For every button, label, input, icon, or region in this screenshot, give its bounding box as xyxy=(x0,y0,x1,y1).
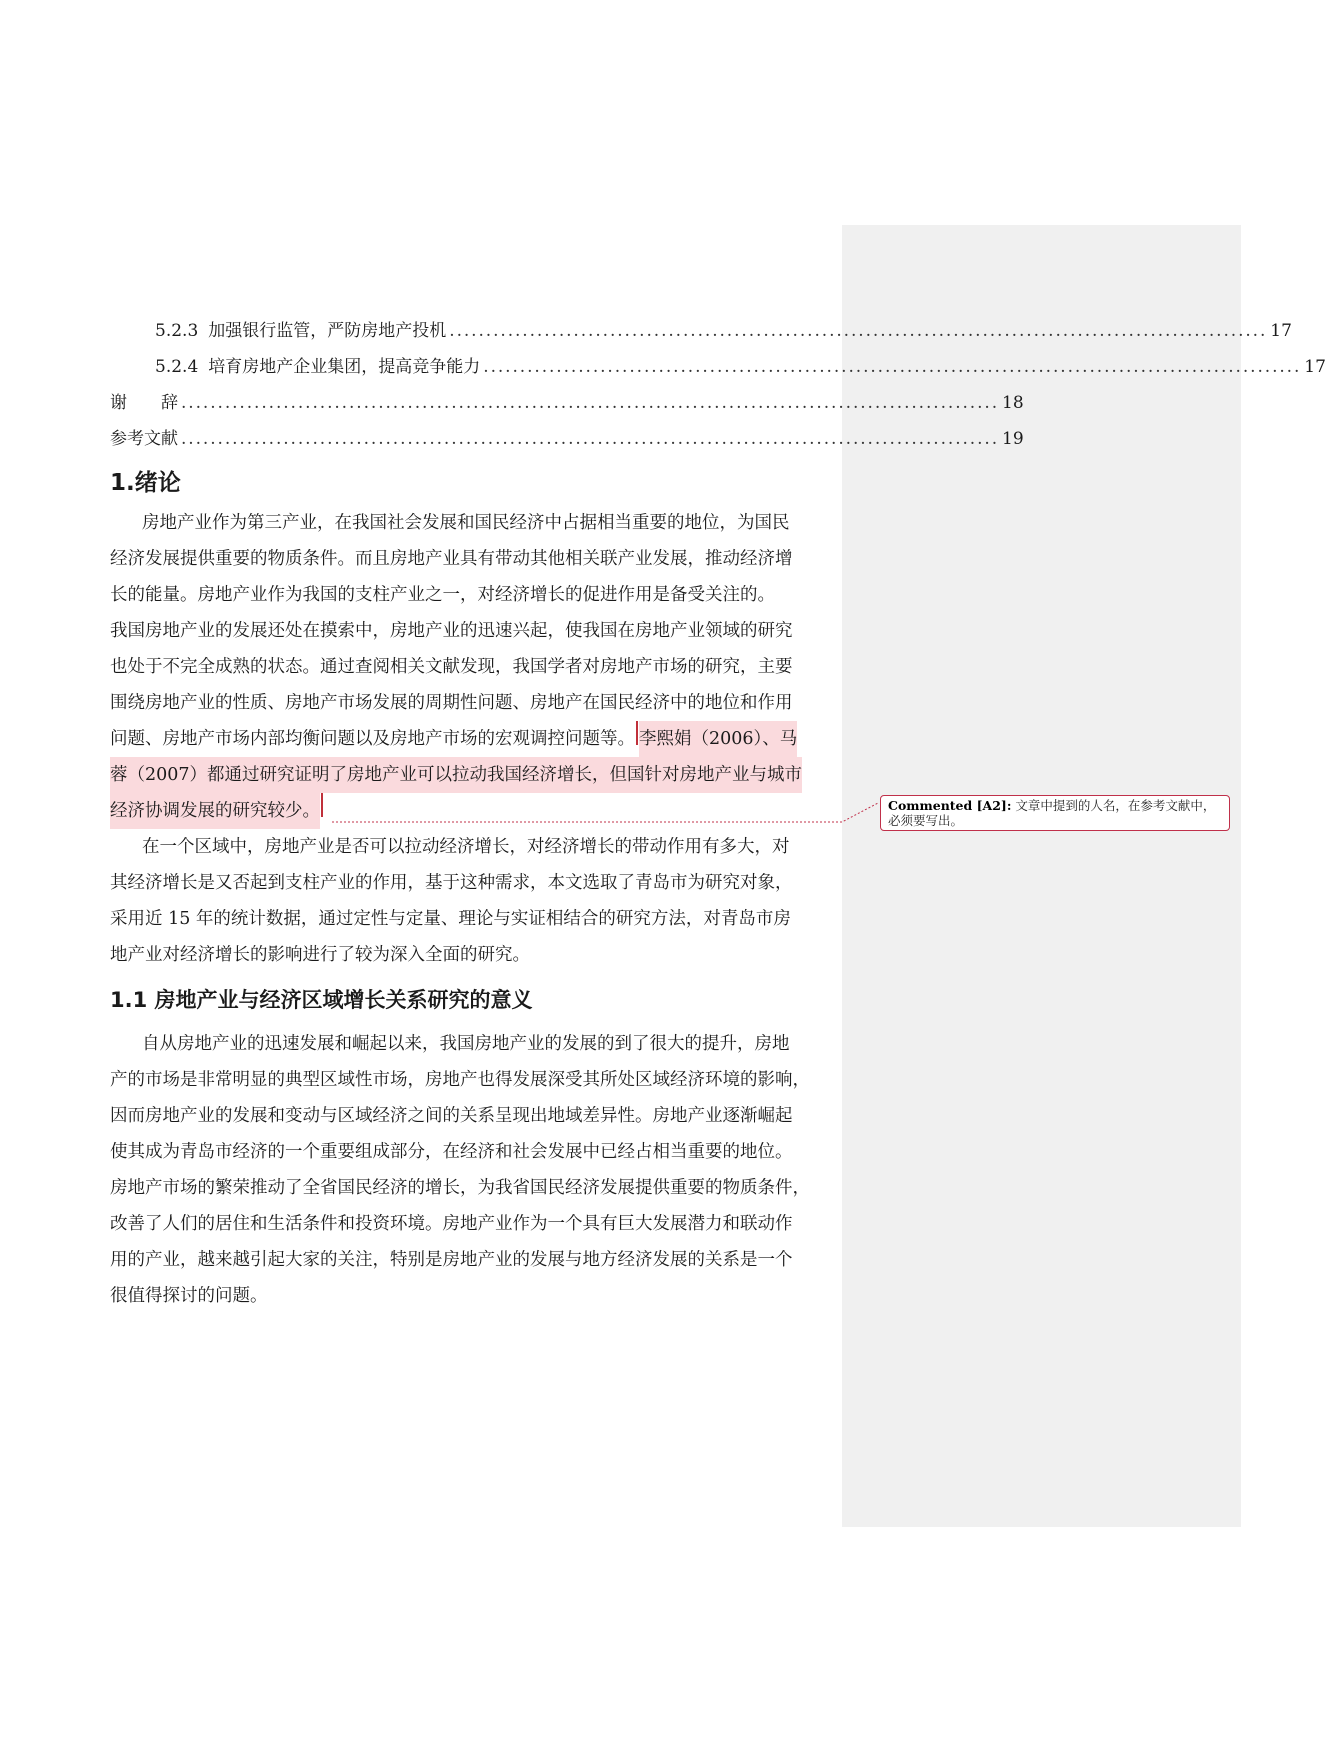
commented-text[interactable]: 李熙娟（2006）、马 xyxy=(639,721,797,757)
toc-leader-dots: ................................................................................................................ xyxy=(449,321,1268,341)
paragraph-line xyxy=(110,793,830,829)
paragraph-line: 其经济增长是又否起到支柱产业的作用，基于这种需求，本文选取了青岛市为研究对象， xyxy=(110,873,793,893)
paragraph-line: 因而房地产业的发展和变动与区域经济之间的关系呈现出地域差异性。房地产业逐渐崛起 xyxy=(110,1106,793,1126)
paragraph-line: 在一个区域中，房地产业是否可以拉动经济增长，对经济增长的带动作用有多大，对 xyxy=(142,837,790,857)
comment-range-start-marker xyxy=(636,721,638,745)
toc-entry[interactable] xyxy=(155,316,1292,346)
paragraph-line: 长的能量。房地产业作为我国的支柱产业之一，对经济增长的促进作用是备受关注的。 xyxy=(110,585,775,605)
paragraph-line: 很值得探讨的问题。 xyxy=(110,1286,268,1306)
section-heading: 1.1 房地产业与经济区域增长关系研究的意义 xyxy=(110,988,533,1012)
toc-entry-title: 培育房地产企业集团，提高竞争能力 xyxy=(208,357,481,377)
toc-entry[interactable] xyxy=(155,352,1326,382)
paragraph-line: 房地产业作为第三产业，在我国社会发展和国民经济中占据相当重要的地位，为国民 xyxy=(142,513,790,533)
toc-entry-title: 参考文献 xyxy=(110,429,178,449)
paragraph-line xyxy=(110,757,830,793)
comment-label: Commented [A2]: xyxy=(888,798,1012,813)
paragraph-line: 我国房地产业的发展还处在摸索中，房地产业的迅速兴起，使我国在房地产业领域的研究 xyxy=(110,621,793,641)
commented-text[interactable]: 蓉（2007）都通过研究证明了房地产业可以拉动我国经济增长，但国针对房地产业与城市 xyxy=(110,757,802,793)
paragraph-line: 改善了人们的居住和生活条件和投资环境。房地产业作为一个具有巨大发展潜力和联动作 xyxy=(110,1214,793,1234)
toc-entry[interactable] xyxy=(110,424,1024,454)
commented-text[interactable]: 经济协调发展的研究较少。 xyxy=(110,793,320,829)
toc-entry-page: 19 xyxy=(1002,429,1024,449)
comment-balloon[interactable] xyxy=(880,795,1230,831)
comment-text: 文章中提到的人名，在参考文献中，必须要写出。 xyxy=(888,798,1216,828)
paragraph-line: 房地产市场的繁荣推动了全省国民经济的增长，为我省国民经济发展提供重要的物质条件， xyxy=(110,1178,810,1198)
comment-margin-pane xyxy=(842,225,1241,1527)
toc-leader-dots: ................................................................................................................ xyxy=(483,357,1302,377)
toc-entry-page: 17 xyxy=(1270,321,1292,341)
toc-entry-page: 18 xyxy=(1002,393,1024,413)
paragraph-line: 地产业对经济增长的影响进行了较为深入全面的研究。 xyxy=(110,945,530,965)
toc-entry[interactable] xyxy=(110,388,1024,418)
paragraph-line: 经济发展提供重要的物质条件。而且房地产业具有带动其他相关联产业发展，推动经济增 xyxy=(110,549,793,569)
toc-entry-title: 谢 辞 xyxy=(110,393,178,413)
paragraph-line: 自从房地产业的迅速发展和崛起以来，我国房地产业的发展的到了很大的提升，房地 xyxy=(142,1034,790,1054)
paragraph-line: 用的产业，越来越引起大家的关注，特别是房地产业的发展与地方经济发展的关系是一个 xyxy=(110,1250,793,1270)
chapter-heading: 1.绪论 xyxy=(110,470,181,496)
comment-range-end-marker xyxy=(321,793,323,817)
paragraph-line: 也处于不完全成熟的状态。通过查阅相关文献发现，我国学者对房地产市场的研究，主要 xyxy=(110,657,793,677)
toc-entry-title: 加强银行监管，严防房地产投机 xyxy=(208,321,447,341)
toc-entry-number: 5.2.3 xyxy=(155,321,199,341)
paragraph-line: 产的市场是非常明显的典型区域性市场，房地产也得发展深受其所处区域经济环境的影响， xyxy=(110,1070,810,1090)
paragraph-line: 使其成为青岛市经济的一个重要组成部分，在经济和社会发展中已经占相当重要的地位。 xyxy=(110,1142,793,1162)
toc-entry-number: 5.2.4 xyxy=(155,357,199,377)
paragraph-text: 问题、房地产市场内部均衡问题以及房地产市场的宏观调控问题等。 xyxy=(110,729,635,749)
paragraph-line: 采用近 15 年的统计数据，通过定性与定量、理论与实证相结合的研究方法，对青岛市房 xyxy=(110,909,791,929)
paragraph-line: 围绕房地产业的性质、房地产市场发展的周期性问题、房地产在国民经济中的地位和作用 xyxy=(110,693,793,713)
toc-leader-dots: ................................................................................................................ xyxy=(181,429,1000,449)
toc-entry-page: 17 xyxy=(1304,357,1326,377)
paragraph-line xyxy=(110,721,830,757)
toc-leader-dots: ................................................................................................................ xyxy=(181,393,1000,413)
